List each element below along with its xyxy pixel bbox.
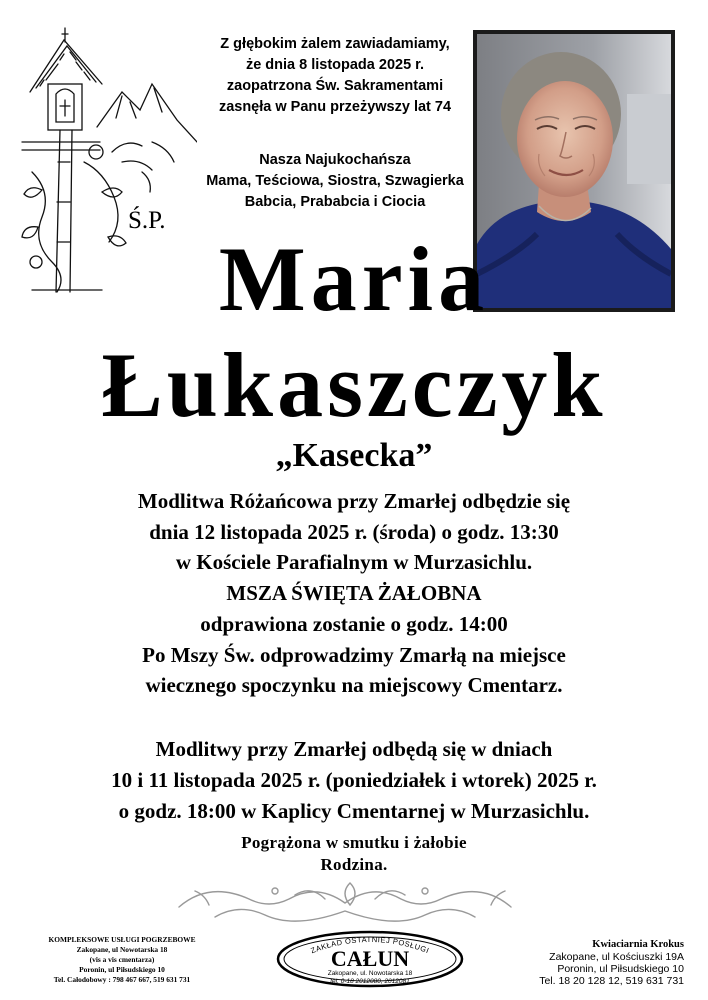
calun-logo-arc-text: ZAKŁAD OSTATNIEJ POSŁUGI bbox=[309, 934, 431, 956]
deceased-first-name: Maria bbox=[218, 228, 490, 330]
intro-line: Z głębokim żalem zawiadamiamy, bbox=[220, 36, 450, 52]
ceremony-line: odprawiona zostanie o godz. 14:00 bbox=[200, 611, 508, 636]
company-line: Tel. Całodobowy : 798 467 667, 519 631 731 bbox=[53, 975, 191, 984]
company-line: Poronin, ul Piłsudskiego 10 bbox=[79, 965, 165, 974]
prayer-line: Modlitwy przy Zmarłej odbędą się w dniach bbox=[155, 737, 553, 761]
funeral-company-info bbox=[2, 935, 242, 985]
ceremony-line: Modlitwa Różańcowa przy Zmarłej odbędzie się bbox=[137, 489, 571, 513]
calun-logo-address: Zakopane, ul. Nowotarska 18 bbox=[327, 970, 413, 977]
relations-line: Nasza Najukochańsza bbox=[259, 152, 411, 168]
company-line: KOMPLEKSOWE USŁUGI POGRZEBOWE bbox=[48, 935, 196, 944]
intro-line: zaopatrzona Św. Sakramentami bbox=[226, 78, 444, 94]
floral-ornament bbox=[175, 877, 525, 925]
florist-name: Kwiaciarnia Krokus bbox=[592, 939, 684, 950]
mourning-line: Rodzina. bbox=[320, 855, 388, 874]
mourning-signature bbox=[0, 832, 708, 876]
mourning-line: Pogrążona w smutku i żałobie bbox=[241, 833, 467, 852]
ceremony-line: dnia 12 listopada 2025 r. (środa) o godz. 13:30 bbox=[149, 519, 559, 544]
deceased-nickname: „Kasecka” bbox=[275, 437, 433, 474]
deceased-last-name: Łukaszczyk bbox=[101, 334, 607, 436]
prayer-line: o godz. 18:00 w Kaplicy Cmentarnej w Murzasichlu. bbox=[118, 799, 590, 823]
ceremony-details bbox=[0, 486, 708, 701]
ceremony-line: MSZA ŚWIĘTA ŻAŁOBNA bbox=[226, 581, 482, 606]
prayer-line: 10 i 11 listopada 2025 r. (poniedziałek i wtorek) 2025 r. bbox=[111, 768, 597, 792]
calun-logo bbox=[275, 930, 465, 988]
prayer-details bbox=[0, 734, 708, 827]
calun-logo-phone: tel. 0-18 2012080, 2012081 bbox=[330, 978, 410, 985]
intro-announcement bbox=[200, 34, 470, 118]
relations-line: Mama, Teściowa, Siostra, Szwagierka bbox=[206, 173, 464, 189]
company-line: (vis a vis cmentarza) bbox=[89, 955, 155, 964]
ceremony-line: wiecznego spoczynku na miejscowy Cmentarz. bbox=[145, 673, 563, 698]
florist-line: Zakopane, ul Kościuszki 19A bbox=[549, 951, 684, 963]
company-line: Zakopane, ul Nowotarska 18 bbox=[76, 945, 168, 954]
intro-line: że dnia 8 listopada 2025 r. bbox=[245, 57, 425, 73]
sp-label: Ś.P. bbox=[128, 207, 166, 234]
intro-line: zasnęła w Panu przeżywszy lat 74 bbox=[218, 99, 452, 115]
family-relations bbox=[200, 150, 470, 213]
ceremony-line: w Kościele Parafialnym w Murzasichlu. bbox=[175, 550, 533, 575]
florist-line: Poronin, ul Piłsudskiego 10 bbox=[557, 963, 684, 975]
florist-line: Tel. 18 20 128 12, 519 631 731 bbox=[539, 975, 684, 987]
florist-info bbox=[508, 939, 684, 987]
calun-logo-name: CAŁUN bbox=[330, 946, 410, 971]
relations-line: Babcia, Prababcia i Ciocia bbox=[244, 194, 426, 210]
ceremony-line: Po Mszy Św. odprowadzimy Zmarłą na miejsce bbox=[142, 642, 566, 667]
